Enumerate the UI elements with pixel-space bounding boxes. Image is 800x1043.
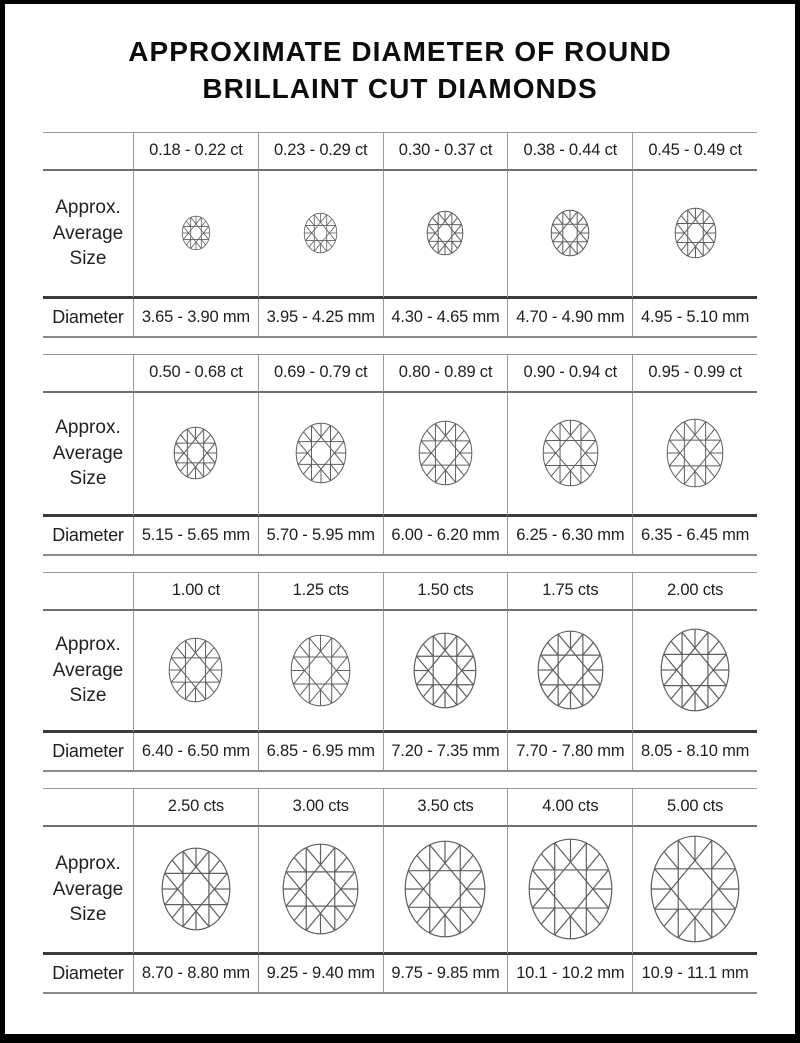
carat-range-value: 0.45 - 0.49 ct xyxy=(632,133,757,171)
diameter-value: 3.65 - 3.90 mm xyxy=(133,299,258,338)
carat-range-value: 1.75 cts xyxy=(507,573,632,611)
diamond-icon xyxy=(303,212,338,254)
carat-range-value: 0.90 - 0.94 ct xyxy=(507,355,632,393)
diamond-icon xyxy=(426,210,464,256)
size-row-label-text: Approx. Average Size xyxy=(52,196,124,270)
diamond-cell xyxy=(507,393,632,517)
diamond-icon xyxy=(173,426,218,480)
diameter-row-label: Diameter xyxy=(43,299,133,338)
diameter-value: 6.25 - 6.30 mm xyxy=(507,517,632,556)
diameter-value: 6.35 - 6.45 mm xyxy=(632,517,757,556)
diameter-value: 4.70 - 4.90 mm xyxy=(507,299,632,338)
size-row-label-text: Approx. Average Size xyxy=(52,416,124,490)
carat-row-spacer xyxy=(43,355,133,393)
diamond-icon xyxy=(542,419,599,487)
diameter-value: 10.9 - 11.1 mm xyxy=(632,955,757,994)
diameter-value: 9.75 - 9.85 mm xyxy=(383,955,508,994)
diamond-cell xyxy=(632,171,757,299)
diameter-value: 6.00 - 6.20 mm xyxy=(383,517,508,556)
diamond-cell xyxy=(507,827,632,955)
diamond-cell xyxy=(258,827,383,955)
diamond-icon xyxy=(295,422,347,484)
size-row-label xyxy=(43,393,133,517)
diamond-cell xyxy=(383,611,508,733)
diamond-cell xyxy=(133,611,258,733)
page-title-line1: APPROXIMATE DIAMETER OF ROUND xyxy=(128,36,672,67)
carat-row-spacer xyxy=(43,573,133,611)
page-title xyxy=(5,34,795,108)
diamond-cell xyxy=(632,827,757,955)
diamond-cell xyxy=(258,171,383,299)
carat-range-value: 0.50 - 0.68 ct xyxy=(133,355,258,393)
size-table-section-2 xyxy=(43,354,757,556)
size-row-label-text: Approx. Average Size xyxy=(52,633,124,707)
size-table-section-1 xyxy=(43,132,757,338)
diamond-icon xyxy=(660,628,730,712)
diameter-value: 7.20 - 7.35 mm xyxy=(383,733,508,772)
carat-range-value: 1.25 cts xyxy=(258,573,383,611)
diamond-cell xyxy=(133,393,258,517)
size-row-label-text: Approx. Average Size xyxy=(52,852,124,926)
diameter-value: 5.15 - 5.65 mm xyxy=(133,517,258,556)
carat-row-spacer xyxy=(43,789,133,827)
diameter-value: 3.95 - 4.25 mm xyxy=(258,299,383,338)
size-table-section-4 xyxy=(43,788,757,994)
diameter-row-label: Diameter xyxy=(43,733,133,772)
diameter-row-label: Diameter xyxy=(43,955,133,994)
carat-range-value: 0.30 - 0.37 ct xyxy=(383,133,508,171)
diamond-cell xyxy=(383,827,508,955)
diameter-value: 8.05 - 8.10 mm xyxy=(632,733,757,772)
diamond-icon xyxy=(404,840,486,938)
diameter-value: 10.1 - 10.2 mm xyxy=(507,955,632,994)
carat-range-value: 1.50 cts xyxy=(383,573,508,611)
diamond-icon xyxy=(674,207,717,259)
diamond-cell xyxy=(383,171,508,299)
diamond-icon xyxy=(528,838,613,940)
carat-row-spacer xyxy=(43,133,133,171)
diamond-icon xyxy=(282,843,359,935)
diamond-cell xyxy=(258,611,383,733)
carat-range-value: 0.69 - 0.79 ct xyxy=(258,355,383,393)
page-title-line2: BRILLAINT CUT DIAMONDS xyxy=(202,72,598,104)
diameter-value: 5.70 - 5.95 mm xyxy=(258,517,383,556)
diamond-cell xyxy=(507,611,632,733)
diameter-row-label: Diameter xyxy=(43,517,133,556)
diamond-icon xyxy=(161,847,231,931)
diamond-cell xyxy=(632,393,757,517)
carat-range-value: 0.23 - 0.29 ct xyxy=(258,133,383,171)
diamond-icon xyxy=(537,630,604,710)
diameter-value: 4.30 - 4.65 mm xyxy=(383,299,508,338)
diamond-icon xyxy=(181,215,211,251)
diamond-icon xyxy=(650,835,740,943)
diamond-icon xyxy=(413,632,477,709)
diameter-value: 6.85 - 6.95 mm xyxy=(258,733,383,772)
diamond-icon xyxy=(418,420,473,486)
carat-range-value: 5.00 cts xyxy=(632,789,757,827)
carat-range-value: 3.00 cts xyxy=(258,789,383,827)
diameter-value: 4.95 - 5.10 mm xyxy=(632,299,757,338)
diamond-icon xyxy=(550,209,590,257)
carat-range-value: 3.50 cts xyxy=(383,789,508,827)
table-sections xyxy=(43,132,757,994)
size-row-label xyxy=(43,611,133,733)
carat-range-value: 1.00 ct xyxy=(133,573,258,611)
size-row-label xyxy=(43,827,133,955)
diameter-value: 7.70 - 7.80 mm xyxy=(507,733,632,772)
diamond-cell xyxy=(632,611,757,733)
carat-range-value: 0.38 - 0.44 ct xyxy=(507,133,632,171)
diamond-cell xyxy=(383,393,508,517)
carat-range-value: 0.80 - 0.89 ct xyxy=(383,355,508,393)
carat-range-value: 0.18 - 0.22 ct xyxy=(133,133,258,171)
diameter-value: 9.25 - 9.40 mm xyxy=(258,955,383,994)
diamond-cell xyxy=(258,393,383,517)
diamond-cell xyxy=(133,171,258,299)
diamond-icon xyxy=(168,637,223,703)
size-row-label xyxy=(43,171,133,299)
diamond-icon xyxy=(666,418,724,488)
diamond-cell xyxy=(507,171,632,299)
carat-range-value: 0.95 - 0.99 ct xyxy=(632,355,757,393)
diameter-value: 6.40 - 6.50 mm xyxy=(133,733,258,772)
carat-range-value: 2.00 cts xyxy=(632,573,757,611)
carat-range-value: 2.50 cts xyxy=(133,789,258,827)
diamond-cell xyxy=(133,827,258,955)
size-table-section-3 xyxy=(43,572,757,772)
diamond-icon xyxy=(290,634,351,707)
diameter-value: 8.70 - 8.80 mm xyxy=(133,955,258,994)
carat-range-value: 4.00 cts xyxy=(507,789,632,827)
